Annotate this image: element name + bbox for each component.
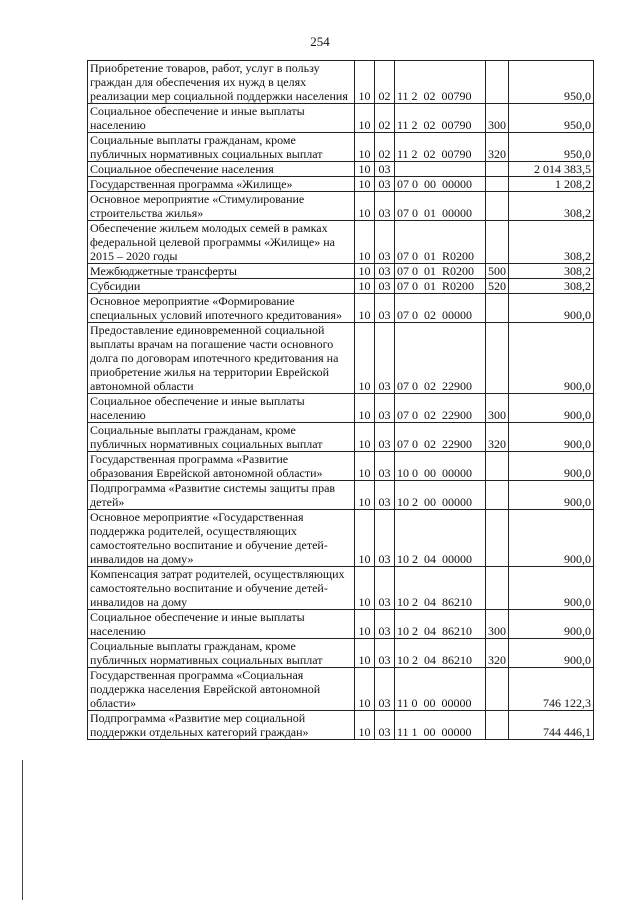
row-amount: 900,0 xyxy=(509,294,594,323)
table-row xyxy=(88,61,594,104)
row-program-code: 07 0 00 00000 xyxy=(395,177,486,192)
row-program-code: 11 2 02 00790 xyxy=(395,133,486,162)
row-subsection: 03 xyxy=(375,639,395,668)
row-program-code: 11 0 00 00000 xyxy=(395,668,486,711)
table-row xyxy=(88,567,594,610)
row-amount: 308,2 xyxy=(509,221,594,264)
row-section: 10 xyxy=(355,294,375,323)
row-expense-type xyxy=(486,192,509,221)
row-program-code: 07 0 02 22900 xyxy=(395,323,486,394)
row-name: Подпрограмма «Развитие системы защиты прав детей» xyxy=(88,481,355,510)
row-program-code: 07 0 01 00000 xyxy=(395,192,486,221)
row-expense-type xyxy=(486,323,509,394)
row-expense-type xyxy=(486,481,509,510)
row-section: 10 xyxy=(355,394,375,423)
row-section: 10 xyxy=(355,133,375,162)
row-section: 10 xyxy=(355,610,375,639)
table-row xyxy=(88,394,594,423)
row-subsection: 03 xyxy=(375,423,395,452)
row-name: Государственная программа «Жилище» xyxy=(88,177,355,192)
row-amount: 950,0 xyxy=(509,61,594,104)
row-amount: 2 014 383,5 xyxy=(509,162,594,177)
table-row xyxy=(88,452,594,481)
row-subsection: 03 xyxy=(375,279,395,294)
row-section: 10 xyxy=(355,61,375,104)
table-row xyxy=(88,668,594,711)
row-subsection: 03 xyxy=(375,294,395,323)
row-section: 10 xyxy=(355,567,375,610)
row-section: 10 xyxy=(355,668,375,711)
row-name: Социальные выплаты гражданам, кроме публичных нормативных социальных выплат xyxy=(88,133,355,162)
table-row xyxy=(88,133,594,162)
row-subsection: 02 xyxy=(375,104,395,133)
row-subsection: 03 xyxy=(375,668,395,711)
row-subsection: 03 xyxy=(375,711,395,740)
row-amount: 746 122,3 xyxy=(509,668,594,711)
row-section: 10 xyxy=(355,192,375,221)
budget-table xyxy=(87,60,594,740)
page-number: 254 xyxy=(310,34,330,49)
row-amount: 1 208,2 xyxy=(509,177,594,192)
row-program-code: 07 0 01 R0200 xyxy=(395,221,486,264)
row-amount: 900,0 xyxy=(509,481,594,510)
row-name: Обеспечение жильем молодых семей в рамках федеральной целевой программы «Жилище» на 2015 – 2020 годы xyxy=(88,221,355,264)
row-section: 10 xyxy=(355,279,375,294)
row-program-code: 10 2 04 86210 xyxy=(395,610,486,639)
row-name: Приобретение товаров, работ, услуг в пользу граждан для обеспечения их нужд в целях реализации мер социальной поддержки населения xyxy=(88,61,355,104)
row-expense-type: 320 xyxy=(486,639,509,668)
row-name: Социальные выплаты гражданам, кроме публичных нормативных социальных выплат xyxy=(88,639,355,668)
row-subsection: 03 xyxy=(375,567,395,610)
table-row xyxy=(88,323,594,394)
row-section: 10 xyxy=(355,264,375,279)
row-expense-type xyxy=(486,452,509,481)
row-expense-type xyxy=(486,162,509,177)
row-program-code: 10 0 00 00000 xyxy=(395,452,486,481)
row-expense-type: 520 xyxy=(486,279,509,294)
row-amount: 950,0 xyxy=(509,104,594,133)
row-name: Государственная программа «Развитие образования Еврейской автономной области» xyxy=(88,452,355,481)
margin-line xyxy=(22,760,23,900)
table-row xyxy=(88,264,594,279)
row-amount: 900,0 xyxy=(509,452,594,481)
row-name: Социальное обеспечение и иные выплаты населению xyxy=(88,394,355,423)
row-section: 10 xyxy=(355,510,375,567)
row-subsection: 03 xyxy=(375,264,395,279)
row-expense-type: 500 xyxy=(486,264,509,279)
row-expense-type: 320 xyxy=(486,423,509,452)
row-subsection: 03 xyxy=(375,452,395,481)
row-name: Основное мероприятие «Стимулирование строительства жилья» xyxy=(88,192,355,221)
row-subsection: 02 xyxy=(375,133,395,162)
row-expense-type xyxy=(486,177,509,192)
table-row xyxy=(88,192,594,221)
row-amount: 900,0 xyxy=(509,610,594,639)
row-program-code xyxy=(395,162,486,177)
row-section: 10 xyxy=(355,481,375,510)
row-amount: 900,0 xyxy=(509,423,594,452)
table-row xyxy=(88,294,594,323)
row-name: Субсидии xyxy=(88,279,355,294)
row-program-code: 10 2 04 86210 xyxy=(395,639,486,668)
row-amount: 900,0 xyxy=(509,639,594,668)
row-amount: 900,0 xyxy=(509,394,594,423)
row-expense-type: 300 xyxy=(486,104,509,133)
row-expense-type xyxy=(486,510,509,567)
table-row xyxy=(88,711,594,740)
row-program-code: 07 0 02 22900 xyxy=(395,423,486,452)
row-expense-type xyxy=(486,294,509,323)
row-amount: 308,2 xyxy=(509,279,594,294)
row-program-code: 10 2 00 00000 xyxy=(395,481,486,510)
row-expense-type xyxy=(486,711,509,740)
row-subsection: 03 xyxy=(375,323,395,394)
row-section: 10 xyxy=(355,423,375,452)
row-subsection: 02 xyxy=(375,61,395,104)
row-name: Основное мероприятие «Формирование специальных условий ипотечного кредитования» xyxy=(88,294,355,323)
row-section: 10 xyxy=(355,452,375,481)
row-program-code: 07 0 02 00000 xyxy=(395,294,486,323)
row-name: Социальное обеспечение и иные выплаты населению xyxy=(88,610,355,639)
table-row xyxy=(88,104,594,133)
table-row xyxy=(88,510,594,567)
row-program-code: 11 1 00 00000 xyxy=(395,711,486,740)
row-subsection: 03 xyxy=(375,192,395,221)
row-expense-type: 320 xyxy=(486,133,509,162)
row-amount: 900,0 xyxy=(509,567,594,610)
row-expense-type: 300 xyxy=(486,610,509,639)
row-name: Компенсация затрат родителей, осуществляющих самостоятельно воспитание и обучение детей-инвалидов на дому xyxy=(88,567,355,610)
row-program-code: 10 2 04 00000 xyxy=(395,510,486,567)
row-program-code: 10 2 04 86210 xyxy=(395,567,486,610)
row-amount: 900,0 xyxy=(509,510,594,567)
row-section: 10 xyxy=(355,323,375,394)
row-expense-type xyxy=(486,567,509,610)
row-subsection: 03 xyxy=(375,610,395,639)
row-name: Подпрограмма «Развитие мер социальной поддержки отдельных категорий граждан» xyxy=(88,711,355,740)
budget-table-body xyxy=(88,61,594,740)
row-section: 10 xyxy=(355,104,375,133)
table-row xyxy=(88,481,594,510)
row-section: 10 xyxy=(355,177,375,192)
row-program-code: 11 2 02 00790 xyxy=(395,104,486,133)
table-row xyxy=(88,162,594,177)
row-expense-type xyxy=(486,221,509,264)
table-row xyxy=(88,221,594,264)
row-amount: 308,2 xyxy=(509,192,594,221)
row-amount: 744 446,1 xyxy=(509,711,594,740)
row-name: Социальное обеспечение населения xyxy=(88,162,355,177)
row-amount: 950,0 xyxy=(509,133,594,162)
row-subsection: 03 xyxy=(375,162,395,177)
row-expense-type xyxy=(486,61,509,104)
row-subsection: 03 xyxy=(375,221,395,264)
row-section: 10 xyxy=(355,639,375,668)
table-row xyxy=(88,423,594,452)
table-row xyxy=(88,177,594,192)
row-program-code: 07 0 01 R0200 xyxy=(395,264,486,279)
row-subsection: 03 xyxy=(375,510,395,567)
row-subsection: 03 xyxy=(375,481,395,510)
table-row xyxy=(88,279,594,294)
row-expense-type: 300 xyxy=(486,394,509,423)
row-program-code: 07 0 01 R0200 xyxy=(395,279,486,294)
row-name: Основное мероприятие «Государственная поддержка родителей, осуществляющих самостоятельно воспитание и обучение детей-инвалидов на дому» xyxy=(88,510,355,567)
row-name: Социальное обеспечение и иные выплаты населению xyxy=(88,104,355,133)
row-amount: 900,0 xyxy=(509,323,594,394)
row-section: 10 xyxy=(355,162,375,177)
table-row xyxy=(88,639,594,668)
table-row xyxy=(88,610,594,639)
row-name: Государственная программа «Социальная поддержка населения Еврейской автономной области» xyxy=(88,668,355,711)
row-expense-type xyxy=(486,668,509,711)
row-name: Социальные выплаты гражданам, кроме публичных нормативных социальных выплат xyxy=(88,423,355,452)
row-name: Межбюджетные трансферты xyxy=(88,264,355,279)
row-subsection: 03 xyxy=(375,394,395,423)
row-name: Предоставление единовременной социальной выплаты врачам на погашение части основного долга по договорам ипотечного кредитования на приобретение жилья на территории Еврейской автономной области xyxy=(88,323,355,394)
row-section: 10 xyxy=(355,711,375,740)
row-program-code: 11 2 02 00790 xyxy=(395,61,486,104)
row-subsection: 03 xyxy=(375,177,395,192)
row-program-code: 07 0 02 22900 xyxy=(395,394,486,423)
row-section: 10 xyxy=(355,221,375,264)
row-amount: 308,2 xyxy=(509,264,594,279)
